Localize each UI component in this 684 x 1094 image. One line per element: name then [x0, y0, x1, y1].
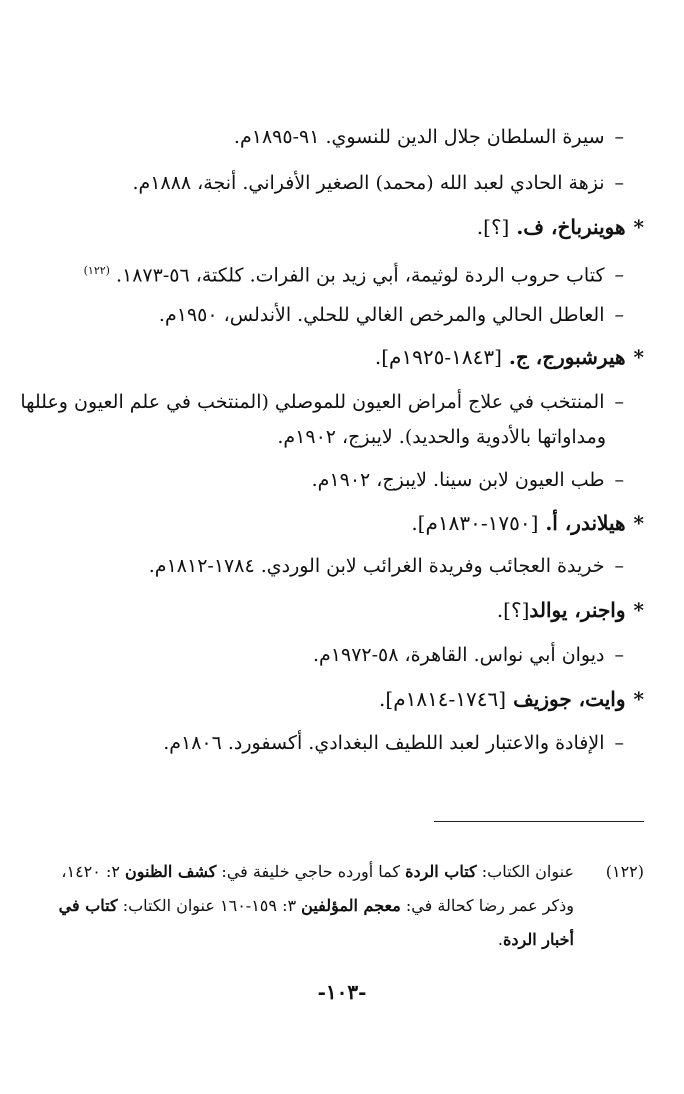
author-heading — [375, 344, 644, 370]
asterisk-icon: * — [633, 215, 644, 239]
footnote-text — [28, 855, 574, 957]
author-heading — [411, 510, 644, 536]
footnote-reference: (١٢٢) — [83, 264, 110, 277]
list-item — [20, 389, 624, 415]
author-heading — [379, 686, 644, 712]
list-item-continuation — [277, 424, 606, 450]
author-dates: [١٧٤٦-١٨١٤م]. — [379, 687, 507, 711]
dash-marker: – — [614, 555, 624, 577]
footnote-divider — [434, 821, 644, 822]
asterisk-icon: * — [633, 598, 644, 622]
list-item — [132, 170, 624, 196]
asterisk-icon: * — [633, 345, 644, 369]
footnote-book-title: كتاب الردة — [405, 862, 477, 881]
author-heading — [497, 597, 644, 623]
list-item — [313, 642, 624, 668]
footnote-number: (١٢٢) — [605, 862, 644, 881]
footnote-segment: . — [497, 930, 503, 949]
entry-text: العاطل الحالي والمرخص الغالي للحلي. الأندلس، ١٩٥٠م. — [158, 304, 605, 326]
footnote-source-title: معجم المؤلفين — [301, 896, 401, 915]
author-name: هوينرباخ، ف. — [516, 215, 626, 239]
dash-marker: – — [614, 264, 624, 287]
asterisk-icon: * — [633, 511, 644, 535]
author-dates: [؟]. — [476, 215, 510, 239]
list-item — [234, 124, 624, 150]
list-item — [312, 467, 624, 493]
author-dates: [١٧٥٠-١٨٣٠م]. — [411, 511, 539, 535]
entry-text: طب العيون لابن سينا. لايبزج، ١٩٠٢م. — [311, 469, 605, 491]
entry-text: ديوان أبي نواس. القاهرة، ٥٨-١٩٧٢م. — [312, 644, 605, 666]
entry-text: نزهة الحادي لعبد الله (محمد) الصغير الأفراني. أنجة، ١٨٨٨م. — [132, 172, 605, 194]
footnote-book-title: كتاب في أخبار الردة — [58, 896, 574, 949]
asterisk-icon: * — [633, 687, 644, 711]
author-dates: [١٨٤٣-١٩٢٥م]. — [374, 345, 502, 369]
author-name: واجنر، يوالد — [529, 598, 626, 622]
author-name: وايت، جوزيف — [513, 687, 626, 711]
author-name: هيرشبورج، ج. — [508, 345, 626, 369]
entry-text: الإفادة والاعتبار لعبد اللطيف البغدادي. أكسفورد. ١٨٠٦م. — [163, 732, 605, 754]
footnote-segment: عنوان الكتاب: — [476, 862, 574, 881]
footnote-segment: كما أورده حاجي خليفة في: — [216, 862, 406, 881]
entry-text: سيرة السلطان جلال الدين للنسوي. ٩١-١٨٩٥م. — [233, 126, 605, 148]
footnote — [28, 855, 644, 957]
dash-marker: – — [614, 391, 624, 413]
dash-marker: – — [614, 126, 624, 148]
footnote-source-title: كشف الظنون — [125, 862, 217, 881]
dash-marker: – — [614, 172, 624, 194]
list-item — [149, 553, 624, 579]
dash-marker: – — [614, 644, 624, 666]
author-dates: [؟]. — [496, 598, 530, 622]
dash-marker: – — [614, 469, 624, 491]
dash-marker: – — [614, 732, 624, 754]
footnote-segment: ٣: ١٥٩-١٦٠ عنوان الكتاب: — [117, 896, 302, 915]
entry-text: ومداواتها بالأدوية والحديد). لايبزج، ١٩٠٢م. — [277, 426, 606, 448]
page-number: -١٠٣- — [317, 980, 367, 1004]
list-item — [84, 258, 624, 288]
footnote-segment: ٢: ١٤٢٠، وذكر عمر رضا كحالة في: — [61, 862, 574, 915]
list-item — [163, 730, 624, 756]
list-item — [159, 302, 624, 328]
entry-text: المنتخب في علاج أمراض العيون للموصلي (المنتخب في علم العيون وعللها — [20, 391, 605, 413]
entry-text: كتاب حروب الردة لوثيمة، أبي زيد بن الفرات. كلكتة، ٥٦-١٨٧٣. — [115, 264, 605, 287]
author-heading — [477, 214, 644, 240]
entry-text: خريدة العجائب وفريدة الغرائب لابن الوردي. ١٧٨٤-١٨١٢م. — [148, 555, 605, 577]
author-name: هيلاندر، أ. — [545, 511, 626, 535]
dash-marker: – — [614, 304, 624, 326]
